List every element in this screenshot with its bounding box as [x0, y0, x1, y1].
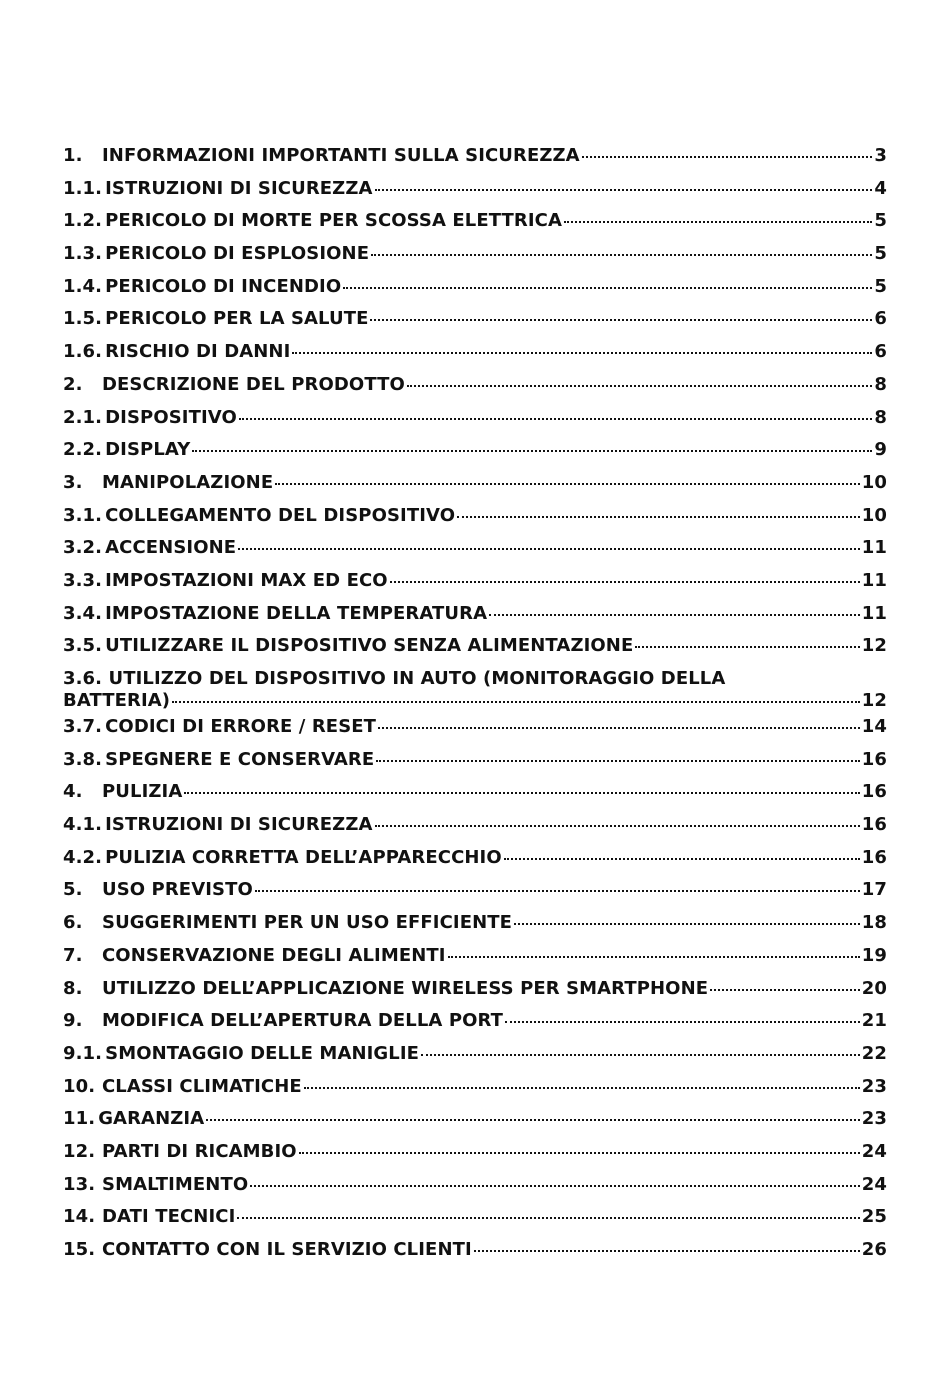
dot-leader — [514, 923, 860, 925]
toc-entry-number: 3.1. — [63, 504, 103, 526]
toc-entry-page-number: 21 — [861, 1010, 887, 1032]
dot-leader — [304, 1087, 860, 1089]
dot-leader — [192, 450, 872, 452]
toc-entry[interactable] — [63, 716, 887, 749]
dot-leader — [489, 614, 860, 616]
toc-entry-page-number: 25 — [861, 1206, 887, 1228]
toc-entry[interactable] — [63, 1108, 887, 1141]
toc-entry-number: 1.2. — [63, 210, 103, 232]
toc-entry-page-number: 23 — [861, 1108, 887, 1130]
toc-entry-number: 1.5. — [63, 308, 103, 330]
dot-leader — [239, 418, 873, 420]
toc-entry-number: 11. — [63, 1108, 96, 1130]
toc-entry-title: GARANZIA — [98, 1108, 205, 1130]
toc-entry-number: 8. — [63, 977, 83, 999]
toc-entry-title: COLLEGAMENTO DEL DISPOSITIVO — [105, 504, 456, 526]
toc-entry[interactable] — [63, 1043, 887, 1076]
toc-entry[interactable] — [63, 537, 887, 570]
toc-entry-number: 1.4. — [63, 275, 103, 297]
toc-entry-title: SUGGERIMENTI PER UN USO EFFICIENTE — [102, 912, 513, 934]
toc-entry-page-number: 22 — [861, 1042, 887, 1064]
toc-entry-number: 3. — [63, 471, 83, 493]
toc-entry-title: INFORMAZIONI IMPORTANTI SULLA SICUREZZA — [102, 145, 580, 166]
toc-entry[interactable] — [63, 912, 887, 945]
dot-leader — [343, 287, 872, 289]
toc-entry[interactable] — [63, 374, 887, 407]
toc-entry[interactable] — [63, 145, 887, 178]
dot-leader — [376, 760, 859, 762]
toc-entry[interactable] — [63, 1239, 887, 1272]
toc-entry-title: CONTATTO CON IL SERVIZIO CLIENTI — [102, 1239, 472, 1260]
toc-entry-number: 4.2. — [63, 846, 103, 868]
dot-leader — [421, 1054, 860, 1056]
toc-entry-title: SMONTAGGIO DELLE MANIGLIE — [105, 1042, 420, 1064]
toc-entry[interactable] — [63, 243, 887, 276]
toc-entry-page-number: 16 — [861, 814, 887, 836]
toc-entry-number: 12. — [63, 1140, 96, 1162]
toc-entry-page-number: 11 — [861, 537, 887, 559]
toc-entry-page-number: 9 — [874, 439, 887, 461]
toc-entry-line-2 — [63, 690, 887, 712]
toc-entry-title: USO PREVISTO — [102, 879, 253, 901]
toc-entry-title: PARTI DI RICAMBIO — [102, 1140, 297, 1162]
toc-entry[interactable] — [63, 407, 887, 440]
toc-entry-number: 14. — [63, 1206, 96, 1228]
toc-entry-number: 3.3. — [63, 569, 103, 591]
dot-leader — [250, 1185, 860, 1187]
toc-entry[interactable] — [63, 1141, 887, 1174]
toc-entry-title: UTILIZZARE IL DISPOSITIVO SENZA ALIMENTAZIONE — [105, 635, 634, 657]
toc-entry[interactable] — [63, 178, 887, 211]
toc-entry-number: 9.1. — [63, 1042, 103, 1064]
toc-entry-title: CODICI DI ERRORE / RESET — [105, 716, 377, 737]
toc-entry-line-1 — [63, 668, 887, 690]
toc-entry-page-number: 16 — [861, 748, 887, 770]
dot-leader — [370, 319, 872, 321]
dot-leader — [505, 1021, 860, 1023]
toc-entry[interactable] — [63, 570, 887, 603]
toc-entry-title: PERICOLO DI ESPLOSIONE — [105, 243, 370, 265]
dot-leader — [710, 989, 860, 991]
toc-entry-number: 3.7. — [63, 716, 103, 737]
toc-entry-page-number: 5 — [874, 243, 887, 265]
toc-entry-title: PULIZIA — [102, 781, 183, 803]
dot-leader — [474, 1250, 860, 1252]
toc-entry-title: RISCHIO DI DANNI — [105, 341, 291, 363]
toc-entry-page-number: 12 — [861, 635, 887, 657]
dot-leader — [564, 221, 872, 223]
toc-entry-title: MANIPOLAZIONE — [102, 471, 274, 493]
toc-entry-number: 3.2. — [63, 537, 103, 559]
toc-entry-number: 1.1. — [63, 177, 103, 199]
dot-leader — [172, 701, 860, 703]
toc-entry-title: DATI TECNICI — [102, 1206, 236, 1228]
toc-entry-page-number: 24 — [861, 1173, 887, 1195]
toc-entry-title: SPEGNERE E CONSERVARE — [105, 748, 375, 770]
toc-entry-page-number: 19 — [861, 944, 887, 966]
toc-entry-page-number: 16 — [861, 846, 887, 868]
dot-leader — [448, 956, 860, 958]
toc-entry[interactable] — [63, 276, 887, 309]
toc-entry[interactable] — [63, 668, 887, 716]
toc-entry-page-number: 11 — [861, 569, 887, 591]
toc-entry[interactable] — [63, 781, 887, 814]
toc-entry-title: MODIFICA DELL’APERTURA DELLA PORT — [102, 1010, 504, 1032]
toc-entry-title: SMALTIMENTO — [102, 1173, 249, 1195]
toc-entry[interactable] — [63, 879, 887, 912]
dot-leader — [299, 1152, 860, 1154]
toc-entry-number: 1. — [63, 145, 83, 166]
toc-entry-number: 4. — [63, 781, 83, 803]
toc-entry-title: DESCRIZIONE DEL PRODOTTO — [102, 373, 405, 395]
toc-entry-page-number: 8 — [874, 373, 887, 395]
toc-entry-page-number: 6 — [874, 308, 887, 330]
toc-entry-number: 2. — [63, 373, 83, 395]
dot-leader — [582, 156, 873, 158]
toc-entry-number: 13. — [63, 1173, 96, 1195]
toc-entry-page-number: 17 — [861, 879, 887, 901]
toc-entry[interactable] — [63, 635, 887, 668]
toc-entry-number: 9. — [63, 1010, 83, 1032]
dot-leader — [390, 581, 860, 583]
toc-entry-page-number: 10 — [861, 471, 887, 493]
dot-leader — [407, 385, 872, 387]
toc-entry-title: UTILIZZO DELL’APPLICAZIONE WIRELESS PER SMARTPHONE — [102, 977, 709, 999]
dot-leader — [238, 548, 860, 550]
dot-leader — [255, 890, 860, 892]
toc-entry-page-number: 8 — [874, 406, 887, 428]
dot-leader — [504, 858, 860, 860]
toc-entry-number: 3.8. — [63, 748, 103, 770]
dot-leader — [184, 792, 859, 794]
toc-entry-title: DISPLAY — [105, 439, 191, 461]
toc-entry[interactable] — [63, 505, 887, 538]
toc-entry-page-number: 26 — [861, 1239, 887, 1260]
toc-entry-number: 4.1. — [63, 814, 103, 836]
toc-entry-title: ACCENSIONE — [105, 537, 237, 559]
toc-entry-number: 5. — [63, 879, 83, 901]
toc-entry-page-number: 6 — [874, 341, 887, 363]
toc-entry[interactable] — [63, 1174, 887, 1207]
toc-entry-number: 15. — [63, 1239, 96, 1260]
toc-entry-title: ISTRUZIONI DI SICUREZZA — [105, 177, 373, 199]
toc-entry-number: 2.2. — [63, 439, 103, 461]
toc-entry-title: CLASSI CLIMATICHE — [102, 1075, 302, 1097]
toc-entry-title: ISTRUZIONI DI SICUREZZA — [105, 814, 373, 836]
toc-entry-title: PERICOLO DI INCENDIO — [105, 275, 342, 297]
toc-entry-page-number: 16 — [861, 781, 887, 803]
toc-entry-number: 3.4. — [63, 602, 103, 624]
toc-entry-number: 1.3. — [63, 243, 103, 265]
toc-entry[interactable] — [63, 847, 887, 880]
toc-entry[interactable] — [63, 1206, 887, 1239]
toc-entry-number: 3.5. — [63, 635, 103, 657]
toc-entry-title: PERICOLO PER LA SALUTE — [105, 308, 369, 330]
toc-entry-number: 1.6. — [63, 341, 103, 363]
toc-entry-page-number: 12 — [861, 690, 887, 711]
toc-entry[interactable] — [63, 603, 887, 636]
toc-entry[interactable] — [63, 308, 887, 341]
toc-entry[interactable] — [63, 1076, 887, 1109]
toc-entry[interactable] — [63, 472, 887, 505]
toc-entry-page-number: 18 — [861, 912, 887, 934]
dot-leader — [206, 1119, 860, 1121]
toc-entry-page-number: 23 — [861, 1075, 887, 1097]
toc-entry-title: UTILIZZO DEL DISPOSITIVO IN AUTO (MONITORAGGIO DELLA — [108, 668, 726, 689]
toc-entry-number: 6. — [63, 912, 83, 934]
dot-leader — [371, 254, 872, 256]
dot-leader — [635, 646, 859, 648]
dot-leader — [292, 352, 872, 354]
toc-entry-title: CONSERVAZIONE DEGLI ALIMENTI — [102, 944, 446, 966]
dot-leader — [457, 516, 860, 518]
toc-entry[interactable] — [63, 1010, 887, 1043]
table-of-contents — [63, 145, 887, 1272]
toc-entry-title: DISPOSITIVO — [105, 406, 237, 428]
toc-entry-page-number: 11 — [861, 602, 887, 624]
toc-entry-page-number: 24 — [861, 1140, 887, 1162]
toc-entry-title: PULIZIA CORRETTA DELL’APPARECCHIO — [105, 846, 502, 868]
toc-entry-title: IMPOSTAZIONI MAX ED ECO — [105, 569, 388, 591]
dot-leader — [275, 483, 860, 485]
toc-entry-title: IMPOSTAZIONE DELLA TEMPERATURA — [105, 602, 488, 624]
toc-entry[interactable] — [63, 978, 887, 1011]
toc-entry-number: 7. — [63, 944, 83, 966]
dot-leader — [375, 825, 860, 827]
toc-entry-page-number: 5 — [874, 210, 887, 232]
toc-entry-title-continued: BATTERIA) — [63, 690, 171, 711]
dot-leader — [378, 727, 860, 729]
toc-entry[interactable] — [63, 749, 887, 782]
toc-entry-number: 10. — [63, 1075, 96, 1097]
toc-entry[interactable] — [63, 341, 887, 374]
toc-entry[interactable] — [63, 210, 887, 243]
toc-entry-page-number: 20 — [861, 977, 887, 999]
toc-entry-number: 3.6. — [63, 668, 103, 689]
dot-leader — [237, 1217, 859, 1219]
toc-entry-page-number: 10 — [861, 504, 887, 526]
toc-entry[interactable] — [63, 945, 887, 978]
toc-entry-title: PERICOLO DI MORTE PER SCOSSA ELETTRICA — [105, 210, 563, 232]
dot-leader — [375, 189, 873, 191]
toc-entry[interactable] — [63, 439, 887, 472]
toc-entry-page-number: 14 — [861, 716, 887, 737]
toc-entry-page-number: 5 — [874, 275, 887, 297]
toc-entry-number: 2.1. — [63, 406, 103, 428]
toc-entry-page-number: 3 — [874, 145, 887, 166]
toc-entry-page-number: 4 — [874, 177, 887, 199]
toc-entry[interactable] — [63, 814, 887, 847]
